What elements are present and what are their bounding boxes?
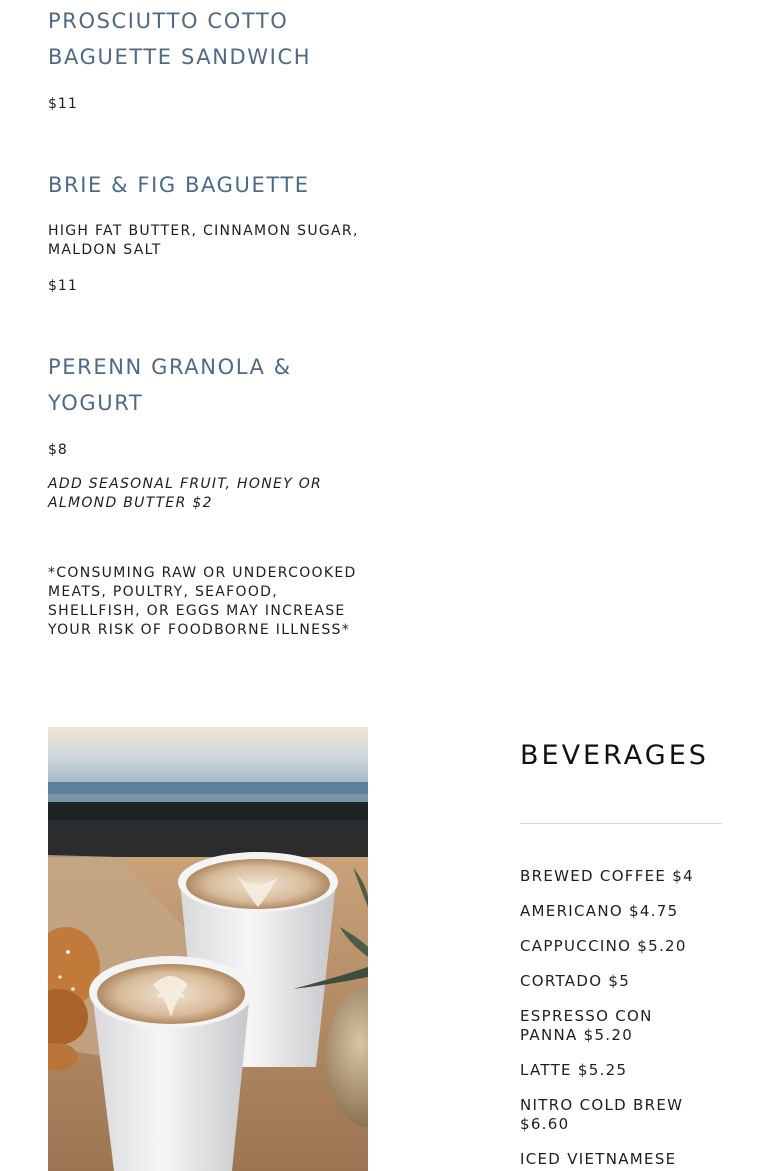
menu-item-title-line: BRIE & FIG BAGUETTE	[48, 173, 310, 197]
menu-item-title-line: PERENN GRANOLA &	[48, 355, 292, 379]
disclaimer-line: YOUR RISK OF FOODBORNE ILLNESS*	[48, 622, 350, 638]
beverage-item-line: ESPRESSO CON	[520, 1007, 653, 1025]
disclaimer-line: *CONSUMING RAW OR UNDERCOOKED	[48, 565, 357, 581]
menu-item-addon-note	[48, 475, 322, 513]
beverages-heading: BEVERAGES	[520, 740, 709, 771]
beverage-item: LATTE $5.25	[520, 1061, 628, 1079]
food-safety-disclaimer	[48, 564, 357, 640]
beverage-item-line: NITRO COLD BREW	[520, 1096, 684, 1114]
menu-item-title-line: PROSCIUTTO COTTO	[48, 9, 289, 33]
menu-item-description-line: HIGH FAT BUTTER, CINNAMON SUGAR,	[48, 223, 359, 239]
menu-item-title	[48, 167, 310, 203]
menu-item-title-line: YOGURT	[48, 391, 144, 415]
beverage-item	[520, 1007, 730, 1045]
beverages-divider	[520, 823, 722, 824]
menu-item-price: $8	[48, 442, 68, 458]
menu-item-price: $11	[48, 96, 78, 112]
beverage-item: AMERICANO $4.75	[520, 902, 679, 920]
beverage-item	[520, 1096, 730, 1134]
menu-item-addon-line: ADD SEASONAL FRUIT, HONEY OR	[48, 476, 323, 492]
beverage-item: ICED VIETNAMESE	[520, 1150, 677, 1168]
menu-item-title	[48, 3, 311, 75]
beverage-item: BREWED COFFEE $4	[520, 867, 694, 885]
disclaimer-line: SHELLFISH, OR EGGS MAY INCREASE	[48, 603, 346, 619]
menu-item-price: $11	[48, 278, 78, 294]
disclaimer-line: MEATS, POULTRY, SEAFOOD,	[48, 584, 279, 600]
beverage-item-line: PANNA $5.20	[520, 1026, 634, 1044]
menu-item-title	[48, 349, 292, 421]
beverage-item: CORTADO $5	[520, 972, 631, 990]
menu-item-title-line: BAGUETTE SANDWICH	[48, 45, 312, 69]
menu-item-description-line: MALDON SALT	[48, 242, 162, 258]
menu-item-description	[48, 222, 359, 260]
beverage-item-line: $6.60	[520, 1115, 570, 1133]
coffee-cups-photo	[48, 727, 368, 1171]
beverage-item: CAPPUCCINO $5.20	[520, 937, 687, 955]
menu-item-addon-line: ALMOND BUTTER $2	[48, 495, 213, 511]
